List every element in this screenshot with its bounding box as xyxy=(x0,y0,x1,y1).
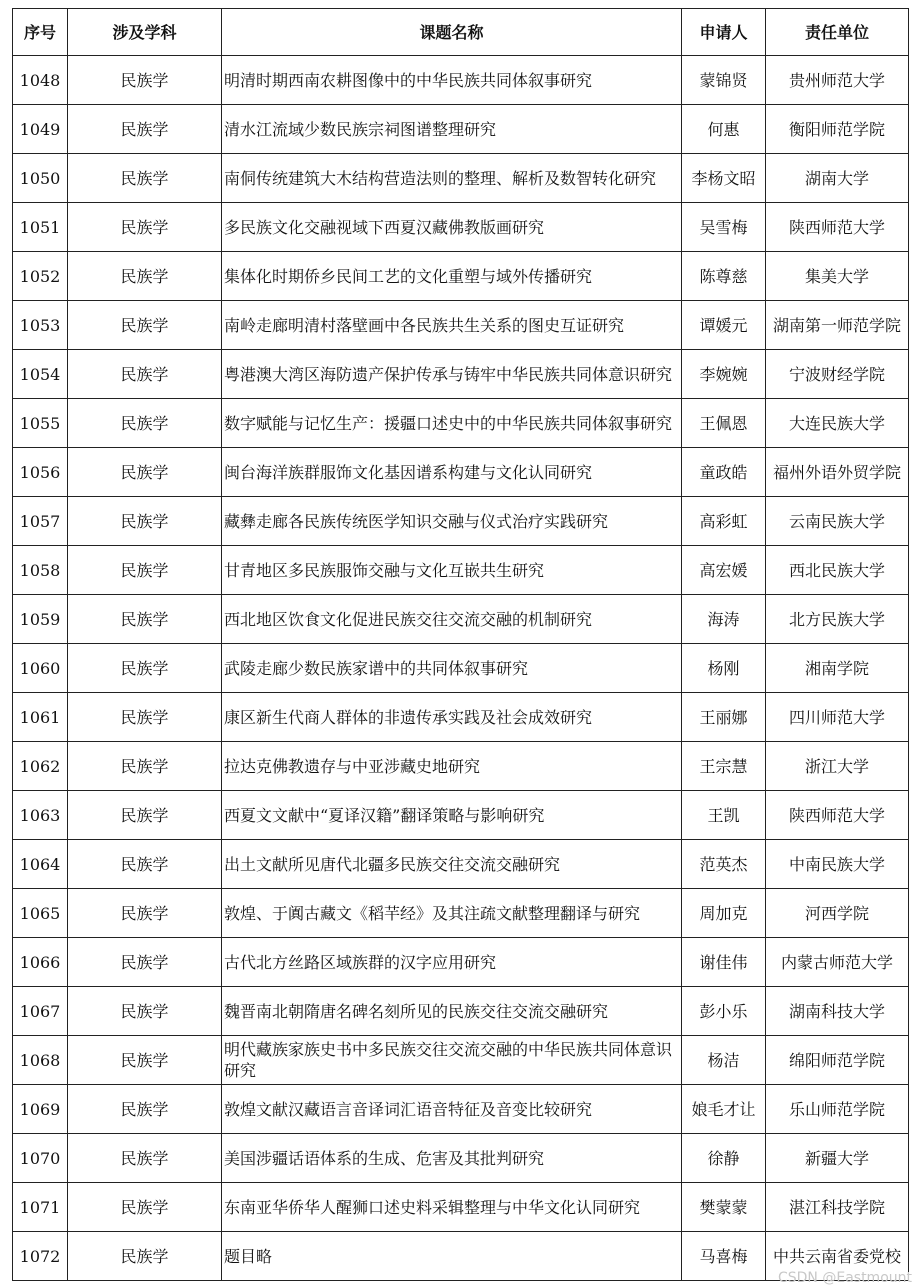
table-row xyxy=(13,987,909,1036)
cell-project-title: 藏彝走廊各民族传统医学知识交融与仪式治疗实践研究 xyxy=(222,497,682,546)
cell-institution: 河西学院 xyxy=(766,889,909,938)
cell-index: 1059 xyxy=(13,595,68,644)
cell-discipline: 民族学 xyxy=(68,1085,222,1134)
cell-applicant: 樊蒙蒙 xyxy=(682,1183,766,1232)
cell-applicant: 范英杰 xyxy=(682,840,766,889)
cell-applicant: 王丽娜 xyxy=(682,693,766,742)
table-row xyxy=(13,252,909,301)
cell-institution: 云南民族大学 xyxy=(766,497,909,546)
cell-discipline: 民族学 xyxy=(68,840,222,889)
table-row xyxy=(13,1232,909,1281)
cell-applicant: 蒙锦贤 xyxy=(682,56,766,105)
cell-discipline: 民族学 xyxy=(68,987,222,1036)
project-table xyxy=(12,8,909,1281)
cell-index: 1066 xyxy=(13,938,68,987)
header-discipline: 涉及学科 xyxy=(68,9,222,56)
cell-project-title: 南侗传统建筑大木结构营造法则的整理、解析及数智转化研究 xyxy=(222,154,682,203)
cell-index: 1062 xyxy=(13,742,68,791)
cell-institution: 西北民族大学 xyxy=(766,546,909,595)
cell-index: 1067 xyxy=(13,987,68,1036)
cell-applicant: 谢佳伟 xyxy=(682,938,766,987)
cell-applicant: 王凯 xyxy=(682,791,766,840)
cell-institution: 湖南科技大学 xyxy=(766,987,909,1036)
cell-discipline: 民族学 xyxy=(68,1134,222,1183)
cell-project-title: 多民族文化交融视域下西夏汉藏佛教版画研究 xyxy=(222,203,682,252)
cell-discipline: 民族学 xyxy=(68,350,222,399)
cell-project-title: 敦煌文献汉藏语言音译词汇语音特征及音变比较研究 xyxy=(222,1085,682,1134)
cell-discipline: 民族学 xyxy=(68,1232,222,1281)
cell-project-title: 西夏文文献中“夏译汉籍”翻译策略与影响研究 xyxy=(222,791,682,840)
cell-index: 1049 xyxy=(13,105,68,154)
header-project-title: 课题名称 xyxy=(222,9,682,56)
cell-project-title: 古代北方丝路区域族群的汉字应用研究 xyxy=(222,938,682,987)
cell-project-title: 拉达克佛教遗存与中亚涉藏史地研究 xyxy=(222,742,682,791)
cell-project-title: 数字赋能与记忆生产：援疆口述史中的中华民族共同体叙事研究 xyxy=(222,399,682,448)
table-row xyxy=(13,301,909,350)
cell-project-title: 南岭走廊明清村落壁画中各民族共生关系的图史互证研究 xyxy=(222,301,682,350)
cell-discipline: 民族学 xyxy=(68,693,222,742)
cell-applicant: 周加克 xyxy=(682,889,766,938)
table-row xyxy=(13,791,909,840)
cell-project-title: 明清时期西南农耕图像中的中华民族共同体叙事研究 xyxy=(222,56,682,105)
header-institution: 责任单位 xyxy=(766,9,909,56)
cell-discipline: 民族学 xyxy=(68,56,222,105)
cell-project-title: 康区新生代商人群体的非遗传承实践及社会成效研究 xyxy=(222,693,682,742)
cell-index: 1072 xyxy=(13,1232,68,1281)
table-row xyxy=(13,1085,909,1134)
cell-institution: 福州外语外贸学院 xyxy=(766,448,909,497)
cell-institution: 乐山师范学院 xyxy=(766,1085,909,1134)
cell-institution: 中南民族大学 xyxy=(766,840,909,889)
cell-index: 1065 xyxy=(13,889,68,938)
cell-applicant: 李杨文昭 xyxy=(682,154,766,203)
cell-applicant: 马喜梅 xyxy=(682,1232,766,1281)
table-row xyxy=(13,203,909,252)
cell-discipline: 民族学 xyxy=(68,791,222,840)
cell-applicant: 王宗慧 xyxy=(682,742,766,791)
cell-discipline: 民族学 xyxy=(68,742,222,791)
cell-index: 1055 xyxy=(13,399,68,448)
cell-discipline: 民族学 xyxy=(68,252,222,301)
cell-project-title: 东南亚华侨华人醒狮口述史料采辑整理与中华文化认同研究 xyxy=(222,1183,682,1232)
table-row xyxy=(13,889,909,938)
cell-discipline: 民族学 xyxy=(68,644,222,693)
cell-index: 1071 xyxy=(13,1183,68,1232)
cell-institution: 湛江科技学院 xyxy=(766,1183,909,1232)
cell-index: 1052 xyxy=(13,252,68,301)
cell-project-title: 集体化时期侨乡民间工艺的文化重塑与域外传播研究 xyxy=(222,252,682,301)
cell-applicant: 何惠 xyxy=(682,105,766,154)
cell-institution: 集美大学 xyxy=(766,252,909,301)
table-row xyxy=(13,693,909,742)
table-row xyxy=(13,399,909,448)
cell-discipline: 民族学 xyxy=(68,938,222,987)
cell-applicant: 徐静 xyxy=(682,1134,766,1183)
table-row xyxy=(13,105,909,154)
cell-project-title: 武陵走廊少数民族家谱中的共同体叙事研究 xyxy=(222,644,682,693)
cell-applicant: 高彩虹 xyxy=(682,497,766,546)
cell-institution: 浙江大学 xyxy=(766,742,909,791)
cell-project-title: 出土文献所见唐代北疆多民族交往交流交融研究 xyxy=(222,840,682,889)
cell-institution: 衡阳师范学院 xyxy=(766,105,909,154)
cell-discipline: 民族学 xyxy=(68,448,222,497)
table-row xyxy=(13,497,909,546)
cell-institution: 宁波财经学院 xyxy=(766,350,909,399)
cell-project-title: 闽台海洋族群服饰文化基因谱系构建与文化认同研究 xyxy=(222,448,682,497)
cell-project-title: 魏晋南北朝隋唐名碑名刻所见的民族交往交流交融研究 xyxy=(222,987,682,1036)
cell-index: 1068 xyxy=(13,1036,68,1085)
cell-index: 1064 xyxy=(13,840,68,889)
cell-project-title: 敦煌、于阗古藏文《稻芉经》及其注疏文献整理翻译与研究 xyxy=(222,889,682,938)
cell-institution: 新疆大学 xyxy=(766,1134,909,1183)
cell-institution: 四川师范大学 xyxy=(766,693,909,742)
cell-discipline: 民族学 xyxy=(68,105,222,154)
cell-index: 1051 xyxy=(13,203,68,252)
cell-project-title: 甘青地区多民族服饰交融与文化互嵌共生研究 xyxy=(222,546,682,595)
cell-discipline: 民族学 xyxy=(68,546,222,595)
cell-institution: 内蒙古师范大学 xyxy=(766,938,909,987)
cell-index: 1050 xyxy=(13,154,68,203)
cell-applicant: 杨刚 xyxy=(682,644,766,693)
cell-applicant: 谭媛元 xyxy=(682,301,766,350)
cell-discipline: 民族学 xyxy=(68,889,222,938)
cell-index: 1056 xyxy=(13,448,68,497)
cell-discipline: 民族学 xyxy=(68,399,222,448)
cell-project-title: 粤港澳大湾区海防遗产保护传承与铸牢中华民族共同体意识研究 xyxy=(222,350,682,399)
cell-index: 1060 xyxy=(13,644,68,693)
cell-institution: 湖南大学 xyxy=(766,154,909,203)
table-row xyxy=(13,840,909,889)
cell-institution: 北方民族大学 xyxy=(766,595,909,644)
cell-project-title: 题目略 xyxy=(222,1232,682,1281)
header-index: 序号 xyxy=(13,9,68,56)
table-row xyxy=(13,1134,909,1183)
table-row xyxy=(13,1183,909,1232)
cell-institution: 陕西师范大学 xyxy=(766,791,909,840)
cell-institution: 贵州师范大学 xyxy=(766,56,909,105)
cell-applicant: 陈尊慈 xyxy=(682,252,766,301)
cell-index: 1063 xyxy=(13,791,68,840)
table-row xyxy=(13,644,909,693)
table-row xyxy=(13,938,909,987)
cell-discipline: 民族学 xyxy=(68,595,222,644)
cell-index: 1069 xyxy=(13,1085,68,1134)
cell-applicant: 海涛 xyxy=(682,595,766,644)
table-row xyxy=(13,448,909,497)
table-row xyxy=(13,56,909,105)
cell-index: 1057 xyxy=(13,497,68,546)
cell-discipline: 民族学 xyxy=(68,1036,222,1085)
cell-institution: 湖南第一师范学院 xyxy=(766,301,909,350)
cell-index: 1061 xyxy=(13,693,68,742)
cell-institution: 绵阳师范学院 xyxy=(766,1036,909,1085)
cell-institution: 中共云南省委党校 xyxy=(766,1232,909,1281)
cell-applicant: 童政皓 xyxy=(682,448,766,497)
cell-applicant: 杨洁 xyxy=(682,1036,766,1085)
cell-applicant: 娘毛才让 xyxy=(682,1085,766,1134)
cell-index: 1054 xyxy=(13,350,68,399)
cell-applicant: 彭小乐 xyxy=(682,987,766,1036)
cell-discipline: 民族学 xyxy=(68,1183,222,1232)
cell-discipline: 民族学 xyxy=(68,203,222,252)
cell-discipline: 民族学 xyxy=(68,497,222,546)
cell-discipline: 民族学 xyxy=(68,301,222,350)
cell-project-title: 清水江流域少数民族宗祠图谱整理研究 xyxy=(222,105,682,154)
header-applicant: 申请人 xyxy=(682,9,766,56)
table-row xyxy=(13,350,909,399)
cell-project-title: 美国涉疆话语体系的生成、危害及其批判研究 xyxy=(222,1134,682,1183)
table-row xyxy=(13,154,909,203)
cell-applicant: 李婉婉 xyxy=(682,350,766,399)
cell-index: 1053 xyxy=(13,301,68,350)
cell-project-title: 明代藏族家族史书中多民族交往交流交融的中华民族共同体意识研究 xyxy=(222,1036,682,1085)
cell-index: 1058 xyxy=(13,546,68,595)
cell-project-title: 西北地区饮食文化促进民族交往交流交融的机制研究 xyxy=(222,595,682,644)
table-row xyxy=(13,742,909,791)
cell-index: 1048 xyxy=(13,56,68,105)
cell-applicant: 高宏媛 xyxy=(682,546,766,595)
cell-index: 1070 xyxy=(13,1134,68,1183)
table-row xyxy=(13,546,909,595)
table-row xyxy=(13,595,909,644)
watermark: CSDN @Eastmount xyxy=(777,1270,912,1286)
cell-institution: 湘南学院 xyxy=(766,644,909,693)
cell-institution: 大连民族大学 xyxy=(766,399,909,448)
header-row xyxy=(13,9,909,56)
cell-applicant: 王佩恩 xyxy=(682,399,766,448)
cell-institution: 陕西师范大学 xyxy=(766,203,909,252)
table-row xyxy=(13,1036,909,1085)
cell-applicant: 吴雪梅 xyxy=(682,203,766,252)
cell-discipline: 民族学 xyxy=(68,154,222,203)
